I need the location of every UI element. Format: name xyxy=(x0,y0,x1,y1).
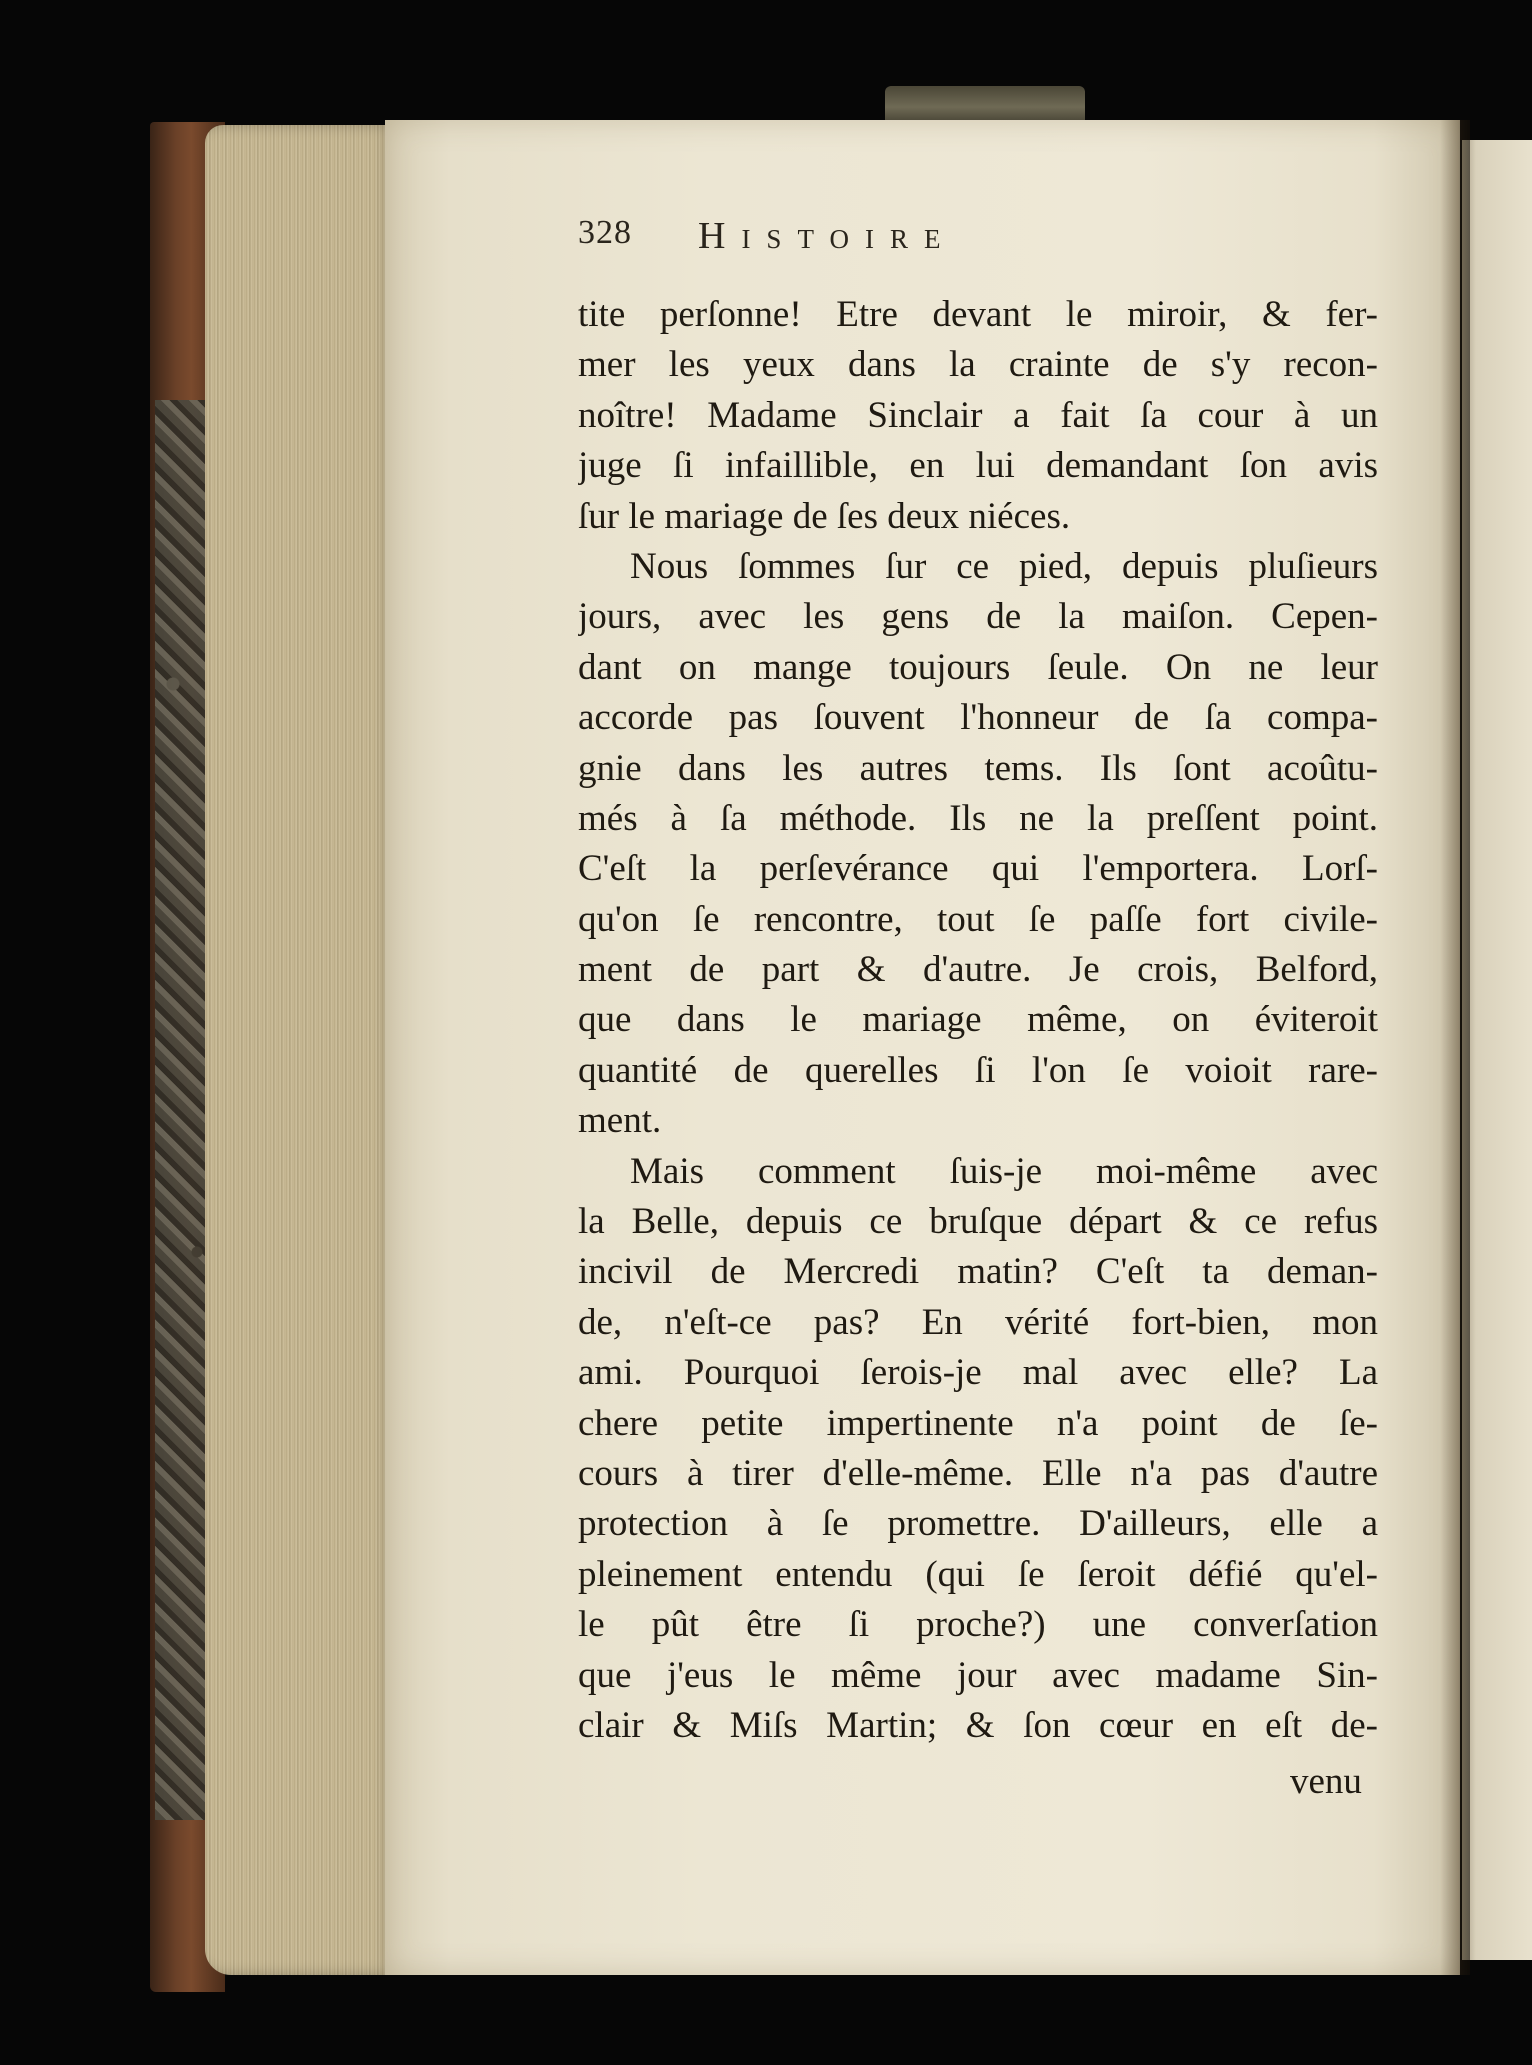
catchword: venu xyxy=(1290,1761,1362,1802)
text-line: gnie dans les autres tems. Ils ſont acoûtu- xyxy=(578,747,1378,789)
text-line: la Belle, depuis ce bruſque départ & ce refus xyxy=(578,1201,1378,1243)
text-line: quantité de querelles ſi l'on ſe voioit rare- xyxy=(578,1049,1378,1091)
text-line: de, n'eſt-ce pas? En vérité fort-bien, mon xyxy=(578,1301,1378,1343)
text-line: juge ſi infaillible, en lui demandant ſon avis xyxy=(578,445,1378,487)
text-line: més à ſa méthode. Ils ne la preſſent point. xyxy=(578,797,1378,839)
text-line: accorde pas ſouvent l'honneur de ſa compa- xyxy=(578,697,1378,739)
text-line: protection à ſe promettre. D'ailleurs, elle a xyxy=(578,1503,1378,1545)
page-number: 328 xyxy=(578,214,632,251)
text-line: clair & Miſs Martin; & ſon cœur en eſt de- xyxy=(578,1704,1378,1746)
text-line: Mais comment ſuis-je moi-même avec xyxy=(630,1150,1378,1192)
text-line: ment de part & d'autre. Je crois, Belford, xyxy=(578,949,1378,991)
running-head: Histoire xyxy=(698,215,957,257)
page-gutter xyxy=(1440,120,1470,1975)
text-line: ami. Pourquoi ſerois-je mal avec elle? La xyxy=(578,1352,1378,1394)
body-text xyxy=(578,290,1378,1751)
text-line: qu'on ſe rencontre, tout ſe paſſe fort civile- xyxy=(578,898,1378,940)
text-line: mer les yeux dans la crainte de s'y recon- xyxy=(578,344,1378,386)
page-header xyxy=(578,214,1378,264)
text-line: noître! Madame Sinclair a fait ſa cour à un xyxy=(578,394,1378,436)
text-line: que j'eus le même jour avec madame Sin- xyxy=(578,1654,1378,1696)
text-line: cours à tirer d'elle-même. Elle n'a pas d'autre xyxy=(578,1452,1378,1494)
text-line: incivil de Mercredi matin? C'eſt ta deman- xyxy=(578,1251,1378,1293)
text-line: tite perſonne! Etre devant le miroir, & fer- xyxy=(578,294,1378,335)
facing-page xyxy=(1462,140,1532,1960)
text-line: le pût être ſi proche?) une converſation xyxy=(578,1604,1378,1646)
text-line: pleinement entendu (qui ſe ſeroit défié qu'el- xyxy=(578,1553,1378,1595)
page-edges xyxy=(205,125,395,1975)
text-line: jours, avec les gens de la maiſon. Cepen- xyxy=(578,596,1378,638)
text-line: Nous ſommes ſur ce pied, depuis pluſieurs xyxy=(630,545,1378,587)
text-line: C'eſt la perſevérance qui l'emportera. Lorſ- xyxy=(578,848,1378,890)
text-line: ment. xyxy=(578,1100,662,1142)
text-line: ſur le mariage de ſes deux niéces. xyxy=(578,495,1071,537)
text-line: que dans le mariage même, on éviteroit xyxy=(578,999,1378,1041)
text-line: dant on mange toujours ſeule. On ne leur xyxy=(578,646,1378,688)
text-line: chere petite impertinente n'a point de ſe- xyxy=(578,1402,1378,1444)
